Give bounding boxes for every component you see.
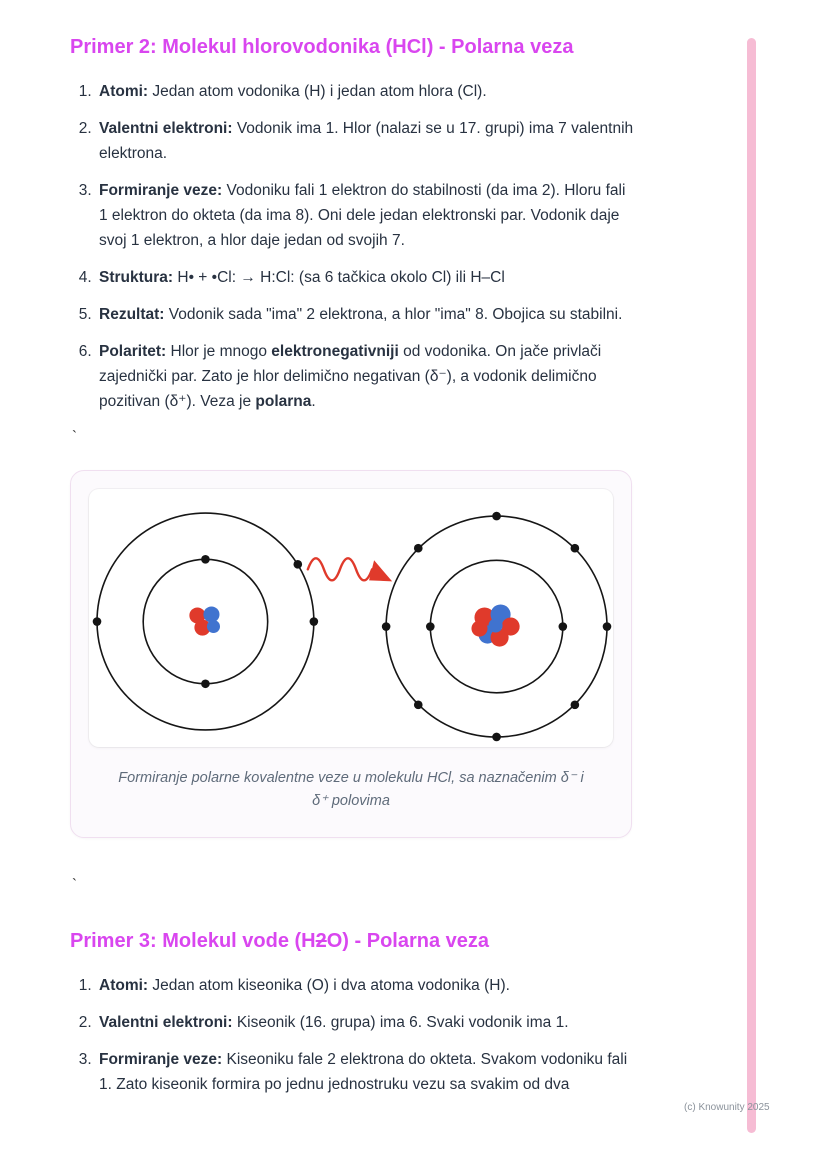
item-text: Jedan atom vodonika (H) i jedan atom hlora (Cl). bbox=[148, 83, 487, 100]
section3-title bbox=[70, 928, 636, 955]
list-item bbox=[96, 1010, 636, 1035]
list-item bbox=[96, 116, 636, 166]
list-item bbox=[96, 973, 636, 998]
bohr-model-svg bbox=[89, 489, 613, 747]
item-text: . bbox=[311, 393, 316, 410]
document-content bbox=[70, 34, 636, 1109]
item-label: Formiranje veze: bbox=[99, 1051, 223, 1068]
list-item bbox=[96, 1047, 636, 1097]
right-atom-group bbox=[382, 512, 611, 741]
item-text: H• + •Cl: → H:Cl: (sa 6 tačkica okolo Cl) ili H–Cl bbox=[173, 269, 505, 286]
backtick-text: ` bbox=[72, 876, 77, 893]
figure-card bbox=[70, 470, 632, 838]
item-label: Valentni elektroni: bbox=[99, 1014, 233, 1031]
item-text: Hlor je mnogo bbox=[166, 343, 272, 360]
right-nucleus bbox=[471, 604, 519, 646]
item-label: Atomi: bbox=[99, 977, 149, 994]
left-atom-group bbox=[93, 513, 318, 730]
list-item bbox=[96, 339, 636, 414]
left-nucleus bbox=[189, 606, 220, 635]
list-item bbox=[96, 178, 636, 253]
page-edge-strip bbox=[747, 38, 756, 1133]
item-text: Kiseonik (16. grupa) ima 6. Svaki vodonik ima 1. bbox=[232, 1014, 569, 1031]
item-text: Vodoniku fali 1 elektron do stabilnosti (da ima 2). Hloru fali 1 elektron do okteta (da ima 8). Oni dele jedan elektronski par. Vodonik daje svoj 1 elektron, a hlor daje jedan od svojih 7. bbox=[99, 182, 626, 249]
item-text: Vodonik ima 1. Hlor (nalazi se u 17. grupi) ima 7 valentnih elektrona. bbox=[99, 120, 634, 162]
list-item bbox=[96, 302, 636, 327]
backtick-text: ` bbox=[72, 428, 77, 445]
list-item bbox=[96, 79, 636, 104]
item-text: Vodonik sada "ima" 2 elektrona, a hlor "ima" 8. Obojica su stabilni. bbox=[164, 306, 623, 323]
item-text: od vodonika. On jače privlači zajednički par. Zato je hlor delimično negativan (δ⁻), a vodonik delimično pozitivan (δ⁺). Veza je bbox=[99, 343, 602, 410]
item-label: Atomi: bbox=[99, 83, 149, 100]
watermark: (c) Knowunity 2025 bbox=[684, 1102, 770, 1113]
section3-list bbox=[70, 973, 636, 1097]
figure-caption: Formiranje polarne kovalentne veze u molekulu HCl, sa naznačenim δ⁻ i δ⁺ polovima bbox=[118, 770, 584, 809]
section2-list bbox=[70, 79, 636, 414]
list-item bbox=[96, 265, 636, 290]
item-label: Formiranje veze: bbox=[99, 182, 223, 199]
section2-title: Primer 2: Molekul hlorovodonika (HCl) - Polarna veza bbox=[70, 36, 574, 58]
hcl-bohr-diagram bbox=[89, 489, 613, 747]
item-label: Rezultat: bbox=[99, 306, 165, 323]
item-text: Jedan atom kiseonika (O) i dva atoma vodonika (H). bbox=[148, 977, 510, 994]
item-label: Struktura: bbox=[99, 269, 174, 286]
electron-transfer-arrow bbox=[308, 558, 392, 581]
item-text: Kiseoniku fale 2 elektrona do okteta. Svakom vodoniku fali 1. Zato kiseonik formira po jednu jednostruku vezu sa svakim od dva bbox=[99, 1051, 628, 1093]
title-struck-digit: 2 bbox=[315, 930, 327, 952]
title-part: Primer 3: Molekul vode (H bbox=[70, 930, 316, 952]
item-bold-text: elektronegativniji bbox=[271, 343, 399, 360]
item-bold-text: polarna bbox=[255, 393, 312, 410]
title-part: O) - Polarna veza bbox=[326, 930, 490, 952]
item-label: Valentni elektroni: bbox=[99, 120, 233, 137]
item-label: Polaritet: bbox=[99, 343, 167, 360]
